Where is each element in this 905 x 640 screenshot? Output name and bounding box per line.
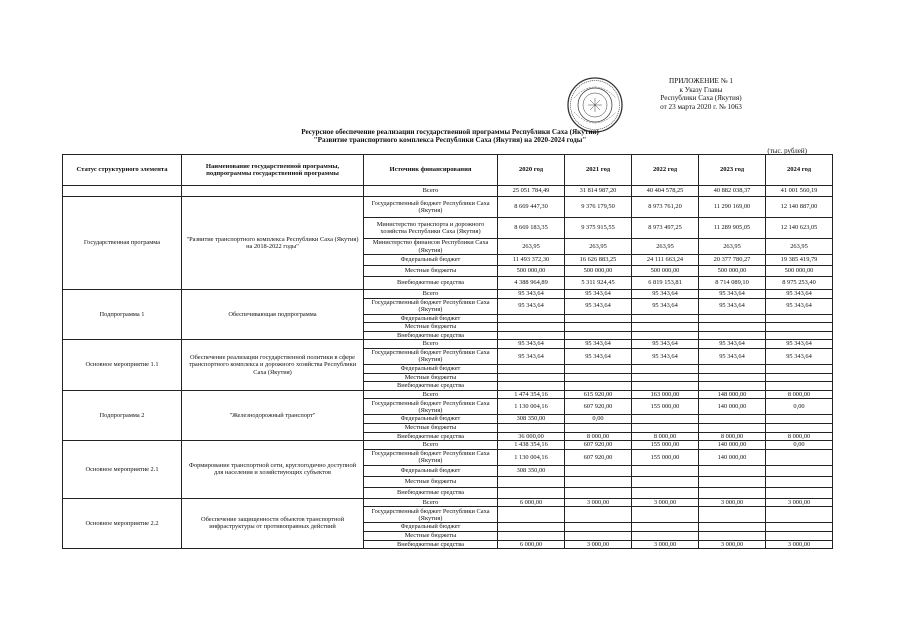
amount-cell-2024: 95 343,64: [766, 290, 833, 299]
group-status: Государственная программа: [63, 197, 182, 290]
amount-cell-2021: 95 343,64: [565, 340, 632, 349]
amount-cell-2023: [699, 364, 766, 373]
amount-cell-2024: [766, 331, 833, 340]
amount-cell-2020: [498, 423, 565, 432]
amount-cell-2021: 8 000,00: [565, 432, 632, 441]
total-2024: 41 001 560,19: [766, 186, 833, 197]
funding-source: Федеральный бюджет: [364, 314, 498, 323]
amount-cell-2022: 8 973 761,20: [632, 197, 699, 218]
amount-cell-2022: 8 973 497,25: [632, 218, 699, 239]
document-title: [240, 128, 660, 145]
total-row: [63, 186, 833, 197]
amount-cell-2024: [766, 507, 833, 523]
amount-cell-2020: [498, 487, 565, 498]
amount-cell-2020: [498, 331, 565, 340]
group-name: Обеспечение защищенности объектов транспортной инфраструктуры от противоправных действий: [182, 498, 364, 548]
amount-cell-2020: [498, 373, 565, 382]
amount-cell-2024: 3 000,00: [766, 498, 833, 507]
header-source: Источник финансирования: [364, 155, 498, 186]
group-name: Формирование транспортной сети, круглогодично доступной для населения и хозяйствующих субъектов: [182, 441, 364, 499]
amount-cell-2022: [632, 323, 699, 332]
amount-cell-2021: 95 343,64: [565, 290, 632, 299]
amount-cell-2021: [565, 364, 632, 373]
funding-source: Местные бюджеты: [364, 423, 498, 432]
amount-cell-2023: [699, 382, 766, 391]
amount-cell-2020: [498, 476, 565, 487]
amount-cell-2024: 8 000,00: [766, 432, 833, 441]
funding-source: Местные бюджеты: [364, 476, 498, 487]
funding-source: Всего: [364, 441, 498, 450]
amount-cell-2020: 500 000,00: [498, 266, 565, 277]
amount-cell-2022: 8 000,00: [632, 432, 699, 441]
table-header-row: [63, 155, 833, 186]
amount-cell-2021: [565, 531, 632, 540]
annex-line-1: ПРИЛОЖЕНИЕ № 1: [669, 77, 733, 85]
amount-cell-2021: 5 311 924,45: [565, 277, 632, 290]
amount-cell-2022: [632, 465, 699, 476]
header-status: Статус структурного элемента: [63, 155, 182, 186]
total-source: Всего: [364, 186, 498, 197]
total-2022: 40 404 578,25: [632, 186, 699, 197]
amount-cell-2024: 12 140 623,05: [766, 218, 833, 239]
amount-cell-2020: 95 343,64: [498, 348, 565, 364]
amount-cell-2023: 8 714 089,10: [699, 277, 766, 290]
amount-cell-2023: 3 000,00: [699, 540, 766, 549]
amount-cell-2023: [699, 373, 766, 382]
total-2021: 31 814 987,20: [565, 186, 632, 197]
funding-source: Местные бюджеты: [364, 266, 498, 277]
funding-source: Внебюджетные средства: [364, 487, 498, 498]
amount-cell-2022: [632, 476, 699, 487]
group-name: Обеспечивающая подпрограмма: [182, 290, 364, 340]
group-name: "Развитие транспортного комплекса Республики Саха (Якутия) на 2018-2022 годы": [182, 197, 364, 290]
amount-cell-2020: 8 669 447,30: [498, 197, 565, 218]
amount-cell-2021: 9 376 179,50: [565, 197, 632, 218]
header-2020: 2020 год: [498, 155, 565, 186]
amount-cell-2023: 95 343,64: [699, 340, 766, 349]
amount-cell-2022: 3 000,00: [632, 540, 699, 549]
amount-cell-2024: [766, 364, 833, 373]
amount-cell-2020: [498, 507, 565, 523]
amount-cell-2021: 95 343,64: [565, 348, 632, 364]
table-row: [63, 340, 833, 349]
amount-cell-2020: 11 493 372,30: [498, 255, 565, 266]
amount-cell-2024: [766, 476, 833, 487]
document-title-line-2: "Развитие транспортного комплекса Республики Саха (Якутия) на 2020-2024 годы": [313, 136, 587, 145]
amount-cell-2023: 11 290 169,00: [699, 197, 766, 218]
amount-cell-2023: 11 289 905,05: [699, 218, 766, 239]
amount-cell-2022: 24 111 663,24: [632, 255, 699, 266]
amount-cell-2023: 140 000,00: [699, 449, 766, 465]
funding-source: Внебюджетные средства: [364, 432, 498, 441]
funding-source: Всего: [364, 340, 498, 349]
table-row: [63, 390, 833, 399]
table-row: [63, 498, 833, 507]
amount-cell-2021: 607 920,00: [565, 399, 632, 415]
amount-cell-2022: 155 000,00: [632, 399, 699, 415]
amount-cell-2020: 4 388 964,89: [498, 277, 565, 290]
amount-cell-2021: 9 375 915,55: [565, 218, 632, 239]
amount-cell-2021: 16 626 883,25: [565, 255, 632, 266]
annex-line-3: Республики Саха (Якутия): [660, 94, 742, 103]
amount-cell-2021: [565, 323, 632, 332]
annex-block: [626, 77, 776, 111]
amount-cell-2020: 1 438 354,16: [498, 441, 565, 450]
amount-cell-2023: [699, 523, 766, 532]
amount-cell-2022: 95 343,64: [632, 290, 699, 299]
amount-cell-2024: [766, 449, 833, 465]
amount-cell-2023: 500 000,00: [699, 266, 766, 277]
funding-source: Государственный бюджет Республики Саха (Якутия): [364, 298, 498, 314]
amount-cell-2022: [632, 331, 699, 340]
group-name: Обеспечение реализации государственной политики в сфере транспортного комплекса и дорожного хозяйства Республики Саха (Якутия): [182, 340, 364, 390]
amount-cell-2024: [766, 487, 833, 498]
amount-cell-2020: 6 000,00: [498, 498, 565, 507]
header-2023: 2023 год: [699, 155, 766, 186]
amount-cell-2024: [766, 523, 833, 532]
amount-cell-2024: 8 975 253,40: [766, 277, 833, 290]
amount-cell-2022: 95 343,64: [632, 298, 699, 314]
official-seal-icon: [566, 76, 624, 134]
amount-cell-2021: 500 000,00: [565, 266, 632, 277]
amount-cell-2023: 95 343,64: [699, 298, 766, 314]
amount-cell-2023: 263,95: [699, 239, 766, 255]
amount-cell-2024: [766, 373, 833, 382]
amount-cell-2020: 1 474 354,16: [498, 390, 565, 399]
funding-source: Министерство транспорта и дорожного хозяйства Республики Саха (Якутия): [364, 218, 498, 239]
amount-cell-2021: 607 920,00: [565, 441, 632, 450]
amount-cell-2020: 263,95: [498, 239, 565, 255]
amount-cell-2020: 6 000,00: [498, 540, 565, 549]
amount-cell-2020: [498, 364, 565, 373]
total-2020: 25 051 784,49: [498, 186, 565, 197]
amount-cell-2022: [632, 531, 699, 540]
total-name-cell: [182, 186, 364, 197]
annex-line-4: от 23 марта 2020 г. № 1063: [660, 102, 742, 111]
amount-cell-2021: 263,95: [565, 239, 632, 255]
amount-cell-2020: [498, 382, 565, 391]
amount-cell-2020: 8 669 183,35: [498, 218, 565, 239]
amount-cell-2020: 1 130 004,16: [498, 399, 565, 415]
header-name: Наименование государственной программы, подпрограммы государственной программы: [182, 155, 364, 186]
amount-cell-2022: [632, 523, 699, 532]
funding-source: Всего: [364, 290, 498, 299]
amount-cell-2024: [766, 415, 833, 424]
amount-cell-2020: 1 130 004,16: [498, 449, 565, 465]
amount-cell-2024: 8 000,00: [766, 390, 833, 399]
amount-cell-2023: [699, 476, 766, 487]
amount-cell-2022: 95 343,64: [632, 348, 699, 364]
group-status: Основное мероприятие 2.2: [63, 498, 182, 548]
amount-cell-2022: 155 000,00: [632, 449, 699, 465]
amount-cell-2021: [565, 373, 632, 382]
amount-cell-2024: [766, 314, 833, 323]
amount-cell-2021: 3 000,00: [565, 498, 632, 507]
amount-cell-2022: 263,95: [632, 239, 699, 255]
amount-cell-2023: [699, 415, 766, 424]
amount-cell-2021: [565, 507, 632, 523]
amount-cell-2024: 0,00: [766, 441, 833, 450]
funding-source: Государственный бюджет Республики Саха (Якутия): [364, 449, 498, 465]
amount-cell-2024: 95 343,64: [766, 340, 833, 349]
amount-cell-2021: 607 920,00: [565, 449, 632, 465]
group-status: Подпрограмма 1: [63, 290, 182, 340]
funding-source: Государственный бюджет Республики Саха (Якутия): [364, 507, 498, 523]
amount-cell-2020: [498, 323, 565, 332]
amount-cell-2020: 308 350,00: [498, 465, 565, 476]
amount-cell-2020: 36 000,00: [498, 432, 565, 441]
total-2023: 40 882 038,37: [699, 186, 766, 197]
resource-table: [62, 154, 833, 549]
amount-cell-2022: 163 000,00: [632, 390, 699, 399]
amount-cell-2023: 95 343,64: [699, 290, 766, 299]
funding-source: Местные бюджеты: [364, 373, 498, 382]
amount-cell-2022: [632, 364, 699, 373]
table-row: [63, 290, 833, 299]
funding-source: Федеральный бюджет: [364, 523, 498, 532]
total-status-cell: [63, 186, 182, 197]
amount-cell-2021: [565, 476, 632, 487]
amount-cell-2022: [632, 423, 699, 432]
amount-cell-2021: [565, 423, 632, 432]
amount-cell-2022: [632, 415, 699, 424]
annex-line-2: к Указу Главы: [679, 85, 723, 94]
amount-cell-2024: 0,00: [766, 399, 833, 415]
funding-source: Государственный бюджет Республики Саха (Якутия): [364, 399, 498, 415]
amount-cell-2023: 140 000,00: [699, 441, 766, 450]
funding-source: Всего: [364, 498, 498, 507]
amount-cell-2020: 95 343,64: [498, 290, 565, 299]
funding-source: Внебюджетные средства: [364, 331, 498, 340]
amount-cell-2021: [565, 382, 632, 391]
amount-cell-2021: [565, 314, 632, 323]
funding-source: Государственный бюджет Республики Саха (Якутия): [364, 197, 498, 218]
funding-source: Министерство финансов Республики Саха (Якутия): [364, 239, 498, 255]
group-status: Основное мероприятие 2.1: [63, 441, 182, 499]
amount-cell-2020: [498, 523, 565, 532]
funding-source: Федеральный бюджет: [364, 465, 498, 476]
funding-source: Государственный бюджет Республики Саха (Якутия): [364, 348, 498, 364]
amount-cell-2022: [632, 382, 699, 391]
amount-cell-2024: 3 000,00: [766, 540, 833, 549]
amount-cell-2022: [632, 507, 699, 523]
amount-cell-2021: 0,00: [565, 415, 632, 424]
amount-cell-2024: [766, 531, 833, 540]
amount-cell-2022: [632, 314, 699, 323]
amount-cell-2024: 95 343,64: [766, 348, 833, 364]
amount-cell-2022: 500 000,00: [632, 266, 699, 277]
amount-cell-2024: 500 000,00: [766, 266, 833, 277]
amount-cell-2023: [699, 314, 766, 323]
funding-source: Внебюджетные средства: [364, 382, 498, 391]
funding-source: Местные бюджеты: [364, 323, 498, 332]
amount-cell-2024: 95 343,64: [766, 298, 833, 314]
amount-cell-2023: [699, 507, 766, 523]
funding-source: Внебюджетные средства: [364, 277, 498, 290]
amount-cell-2021: [565, 465, 632, 476]
amount-cell-2020: 95 343,64: [498, 340, 565, 349]
amount-cell-2023: [699, 331, 766, 340]
amount-cell-2024: 263,95: [766, 239, 833, 255]
amount-cell-2022: [632, 487, 699, 498]
amount-cell-2023: 3 000,00: [699, 498, 766, 507]
amount-cell-2021: [565, 487, 632, 498]
amount-cell-2024: [766, 465, 833, 476]
amount-cell-2020: [498, 531, 565, 540]
funding-source: Федеральный бюджет: [364, 364, 498, 373]
group-status: Подпрограмма 2: [63, 390, 182, 440]
amount-cell-2021: 615 920,00: [565, 390, 632, 399]
group-name: "Железнодорожный транспорт": [182, 390, 364, 440]
amount-cell-2021: [565, 523, 632, 532]
amount-cell-2023: [699, 465, 766, 476]
header-2022: 2022 год: [632, 155, 699, 186]
amount-cell-2024: [766, 382, 833, 391]
amount-cell-2024: 12 140 887,00: [766, 197, 833, 218]
header-2024: 2024 год: [766, 155, 833, 186]
amount-cell-2022: 3 000,00: [632, 498, 699, 507]
amount-cell-2024: [766, 423, 833, 432]
amount-cell-2020: [498, 314, 565, 323]
amount-cell-2023: 20 377 780,27: [699, 255, 766, 266]
header-2021: 2021 год: [565, 155, 632, 186]
amount-cell-2023: [699, 423, 766, 432]
amount-cell-2022: 95 343,64: [632, 340, 699, 349]
table-row: [63, 441, 833, 450]
amount-cell-2023: 140 000,00: [699, 399, 766, 415]
amount-cell-2023: 95 343,64: [699, 348, 766, 364]
amount-cell-2020: 95 343,64: [498, 298, 565, 314]
amount-cell-2023: [699, 531, 766, 540]
funding-source: Федеральный бюджет: [364, 415, 498, 424]
funding-source: Местные бюджеты: [364, 531, 498, 540]
funding-source: Всего: [364, 390, 498, 399]
amount-cell-2022: 6 819 153,81: [632, 277, 699, 290]
amount-cell-2024: 19 385 419,79: [766, 255, 833, 266]
units-note: (тыс. рублей): [767, 147, 807, 155]
amount-cell-2024: [766, 323, 833, 332]
amount-cell-2023: 148 000,00: [699, 390, 766, 399]
funding-source: Внебюджетные средства: [364, 540, 498, 549]
amount-cell-2023: 8 000,00: [699, 432, 766, 441]
group-status: Основное мероприятие 1.1: [63, 340, 182, 390]
amount-cell-2021: 3 000,00: [565, 540, 632, 549]
table-row: [63, 197, 833, 218]
amount-cell-2020: 308 350,00: [498, 415, 565, 424]
amount-cell-2023: [699, 323, 766, 332]
amount-cell-2023: [699, 487, 766, 498]
funding-source: Федеральный бюджет: [364, 255, 498, 266]
amount-cell-2022: [632, 373, 699, 382]
amount-cell-2021: [565, 331, 632, 340]
amount-cell-2022: 155 000,00: [632, 441, 699, 450]
document-title-line-1: Ресурсное обеспечение реализации государственной программы Республики Саха (Якутия): [301, 128, 599, 136]
amount-cell-2021: 95 343,64: [565, 298, 632, 314]
